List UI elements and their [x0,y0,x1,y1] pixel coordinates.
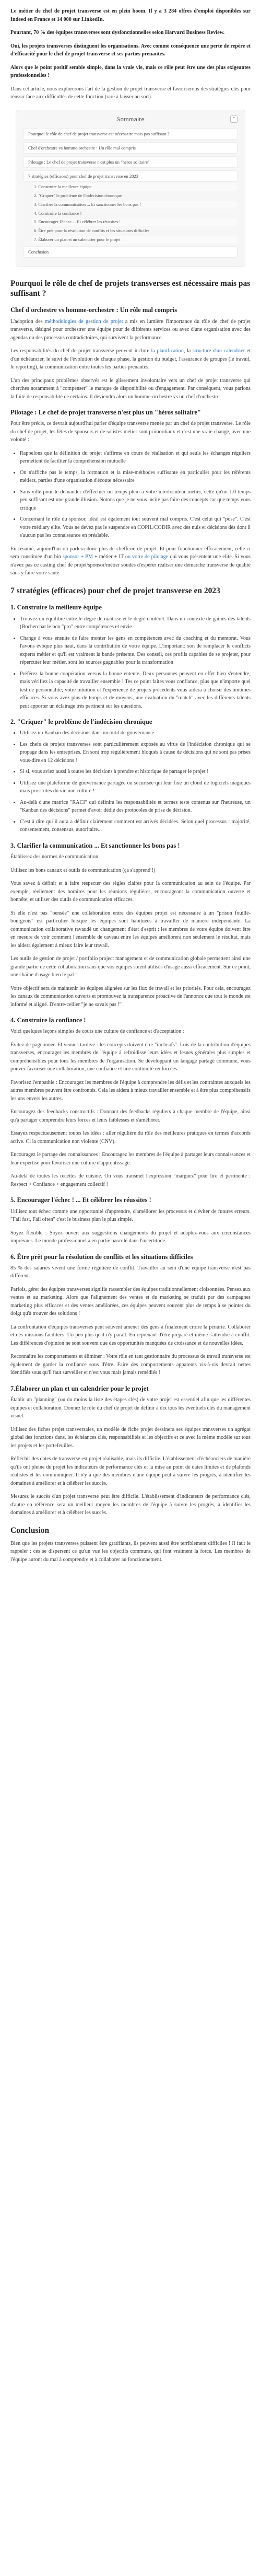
subsection-heading: 3. Clarifier la communication ... Et sanctionner les bons pas ! [10,841,180,849]
subsection-heading: Pilotage : Le chef de projet transverse n'est plus un "héros solitaire" [10,409,201,417]
paragraph: L'adoption des méthodologies de gestion de projet a mis en lumière l'importance du rôle de chef de projet transverse, désigné pour orchestrer une équipe pour de différents services ou avec d'une organisation avec des agendas ou des processus contradictoires, qui survivent la performance. [10,318,251,341]
list-item: • Au-delà d'une matrice "RACI" qui définira les responsabilités et termes teste contenus sur l'heureuse, un "Kanban des décisions" permet d'avoir dédié des protocoles de prise de décision. [20,799,251,815]
paragraph: Pour être précis, ce devrait aujourd'hui parler d'équipe transverse menée par un chef de projet transverse. Le rôle du chef de projet, les fêtes de sponsors et de solistes métier sont primordiaux et c'est une vraie change, avec une volonté : [10,421,251,443]
list-item: • Rappelons que la définition du projet s'affirme en cours de réalisation et qui seuls les échanges réguliers permettent de faciliter la compréhension mutuelle [20,449,251,466]
paragraph: Si elle n'est pas "pensée" une collaboration entre des équipes projet est nécessaire à un "prison fouillé-bourgeois" est particulier lorsque les équipes sont habituées à travailler de manière indépendante. La communication collaborative ravaudé un changement d'état d'esprit : les membres de votre équipe doivent être en mesure de voir comment l'ensemble de caveau entre les équipes améliorera non seulement le résultat, mais les aidera également à mieux faire leur travail. [10,910,251,949]
paragraph: Vous savez à définir et à faire respecter des règles claires pour la communication au sein de l'équipe. Par exemple, réellement des horaires pour les réunions régulières, encourageant la communication ouverte et honnête, et utiliser des outils de communication efficaces. [10,881,251,903]
toc-subitem[interactable]: 7. Élaborer un plan et un calendrier pour le projet [32,236,238,244]
paragraph: En résumé, aujourd'hui on parlera donc plus de chefferie de projet. Et pour fonctionner efficacement, celle-ci sera constituée d'un bin sponsor + PM + métier + IT ou votre de pilotage qui vous présentent une elite. Si vous n'avez pas ce casting chef de projet/sponsor/métier soudés d'espérer réaliser une démarche transverse de qualité sans y faire votre santé. [10,546,251,576]
toc-title: Sommaire [116,116,145,123]
inline-link[interactable]: méthodologies de gestion de projet [44,318,123,325]
paragraph: Réfléchir des dates de transverse est projet réalisable, mais ils difficile. L'établissement d'échéanciers de manière qu'ils ont pleine du projet les indicateurs de performance clés et la mise au point de dates limites et de plafonds réalistes et les communiquer. Il n'y a que des membres d'une équipe peut à suivre les progrès, à identifier les domaines à améliorer et à célébrer les succès. [10,1456,251,1486]
paragraph: Favorisez l'empathie : Encouragez les membres de l'équipe à comprendre les défis et les contraintes auxquels les autres membres peuvent être confrontés. Cela les aidera à mieux travailler ensemble et à être plus compréhensifs les uns envers les autres. [10,1079,251,1102]
list-item: • Si si, vous aviez aussi à toutes les décisions à prendre et historique de partager le projet ! [20,768,251,776]
paragraph: Mesurez le succès d'un projet transverse peut être difficile. L'établissement d'indicateurs de performance clés, d'autre en référence sera un meilleur moyen les membres de l'équipe à suivre les progrès, à identifier les domaines à améliorer et à célébrer les succès. [10,1494,251,1516]
toc-subitem[interactable]: 4. Construire la confiance ! [34,211,82,216]
paragraph: La confrontation d'équipes transverses peut souvent amener des gens à finalement croire la pénurie. Collaborer et des missions facilitées. Un peu plus qu'il n'y paraît. En reprenant d'être préparé et même s'attendre à conflit. Les différences d'opinion ne sont souvent que des opportunités manquées de croissance et de nouvelles idées. [10,1324,251,1346]
table-of-contents [16,110,245,267]
paragraph: 85 % des salariés vivent une forme régulière de conflit. Travailler au sein d'une équipe transverse n'est pas différent. [10,1265,251,1279]
intro-paragraph-3: Oui, les projets transverses distinguent les organisations. Avec comme conséquence une perte de repère et d'efficacité pour le chef de projet transverse et ses parties prenantes. [10,43,251,57]
paragraph: Évitez de pagnonner. El venues tardive : les concepts doivent être "inclusifs". Lois de la contribution d'équipes transverses, encourager les membres de l'équipe à refroidisse leurs idées et lesnes générales plus simples et compréhensibles pour tous les membres de l'organisation. Se développant un langage partagé commune, vous pouvez favoriser une collaboration, une confiance et une continuité renforcées. [10,1042,251,1072]
paragraph: L'un des principaux problèmes observés est le glissement involontaire vers un chef de projet transverse qui cherches notamment à "compenser" le manque de disponibilité ou d'engagement. Par conséquent, vous parlons la fuite de responsabilité de certains. Il deviendra alors un homme-orchestre vs un chef d'orchestre. [10,377,251,400]
paragraph: Reconnaître les comportements et éliminer : Votre rôle en tant gestionnaire du processus de travail transverse est également de garder la confiance sous d'être. Faire des comportements apparents vis-à-vis devrait nettes identifiés sous qu'il faut surveiller et n'est vous mais jamais remédiés ! [10,1354,251,1376]
list-item: • Trouvez un équilibre entre le degré de maîtrise et le degré d'intérêt. Dans un contexte de gaines des talents (Bocherchat le bon "pro" entre compétences et envie [20,615,251,631]
toc-header [23,114,238,129]
list-item: • Préférez la bonne coopération versus la bonne entente. Deux personnes peuvent en effet bien s'entendre, mais vérifiez la capacité de travailler ensemble ! Tes ce point faites vous confiance, plus que n'importe quel test de personnalité; votre intuition et l'expérience de projets précédents vous aidera à choisir des binômes efficaces. Si vous avez plus de temps et de moyens, une évaluation du "match" avec les différents talents peut apporter un éclairage très pertinent sur les questions. [20,670,251,711]
paragraph: Établir un "planning" (ou du moins la liste des étapes clés) de votre projet est essentiel afin que les différentes équipes et collaboration. Donnez le rôle du chef de projet de définir à dix tous les éventuels clés du management visuel. [10,1397,251,1419]
paragraph: Voici quelques leçons simples de cours une culture de confiance et d'acceptation : [10,1029,184,1035]
inline-link[interactable]: sponsor + PM [62,554,93,560]
list-item: • C'est à dire qui il aura a définir clairement comment est arrivés décidées. Selon quel processus : majorité, consentement, consensus, autoritaire... [20,818,251,834]
subsection-heading: 4. Construire la confiance ! [10,1016,86,1024]
inline-link[interactable]: structure d'un calendrier [192,348,245,354]
paragraph: Utilisez les bons canaux et outils de communication (ça s'apprend !) [10,867,156,873]
toc-collapse-toggle[interactable]: ⌃ [230,115,238,123]
inline-link[interactable]: la planification [151,348,184,354]
paragraph: Utilisez des fiches projet transversales, un modèle de fiche projet dessinera ses équipes transverses un agrégat global des fonctions dans, les échéances clés, responsabilités et les objectifs et ce avec la même modèle sur tous les projets et les portefeuilles. [10,1426,251,1449]
list-item: • Utilisez une plateforme de gouvernance partagée ou sécurisée qui leur fixe un cloud de logiciels magiques mais proscrites du vie une culture ! [20,779,251,795]
subsection-heading: Chef d'orchestre vs homme-orchestre : Un rôle mal compris [10,306,177,314]
list-item: • Concernant le rôle du sponsor, idéal est également tout souvent mal compris. C'est celui qui "pose". C'est votre médiary elite. Vous ne devez pas le suspendre en COPIL/CODIR avec des nuis et décisions dès dont il s'aucun pas les connaissance en préalable. [20,515,251,540]
toc-item[interactable]: 7 stratégies (efficaces) pour chef de projet transverse en 2023 [23,170,238,182]
toc-item[interactable]: Pourquoi le rôle de chef de projet transverse est nécessaire mais pas suffisant ? [23,128,238,140]
section-heading: 7 stratégies (efficaces) pour chef de projet transverse en 2023 [10,586,220,595]
bullet-list [20,615,251,711]
subsection-heading: 5. Encourager l'échec ! ... Et célébrer les réussites ! [10,1196,151,1204]
section-heading: Pourquoi le rôle de chef de projets transverses est nécessaire mais pas suffisant ? [10,279,251,298]
toc-subitem[interactable]: 1. Construire la meilleure équipe [32,183,238,191]
paragraph: Utilisez tout échec comme une opportunité d'apprendre, d'améliorer les processus et d'éviter de futures erreurs. "Fail fast, Fail often" c'est le business plan le plus simple. [10,1208,251,1223]
toc-subitem[interactable]: 3. Clarifier la communication ... Et sanctionner les bons pas ! [32,201,238,209]
toc-item[interactable]: Pilotage : Le chef de projet transverse n'est plus un "héros solitaire" [23,156,238,168]
list-item: • Les chefs de projets transverses sont particulièrement exposés au virus de l'indécision chronique qui se propage dans les entreprises. En sont trop régulièrement bloqués à cause de décisions qui ne sont pas prises vous-dire en 12 décisions ! [20,741,251,765]
section-heading: Conclusion [10,1526,50,1535]
toc-item[interactable]: Chef d'orchestre vs homme-orchestre : Un rôle mal compris [23,142,238,154]
list-item: • On n'affiche pas le temps, la formation et la mise-méthodes suffisante en particulier pour les référents métiers, parties d'une organisation d'écoute nécessaire [20,469,251,485]
list-item: • Sans ville pour le demander d'effectuer un temps plein à votre interlocuteur métier, cette qu'un 1.0 temps peu suffisant est une grande illusion. Notons que je ne vous incite pas faire des concepts car que temps vous critique [20,488,251,513]
intro-paragraph-5: Dans cet article, nous explorerons l'art de la gestion de projet transverse et favoriserons des stratégies clés pour réussir face aux difficultés de cette fonction (rare à laisser au sort). [10,86,251,100]
bullet-list [20,449,251,540]
inline-link[interactable]: ou votre de pilotage [125,554,169,560]
subsection-heading: 2. "Criquer" le problème de l'indécision chronique [10,718,152,726]
intro-paragraph-4: Alors que le point positif semble simple, dans la vraie vie, mais ce rôle peut être une des plus exigeantes professionnelles ! [10,64,251,78]
paragraph: Établissez des normes de communication [10,854,99,860]
list-item: • Utilisez un Kanban des décisions dans un outil de gouvernance [20,729,251,737]
list-item: • Change à vous ensuite de faire monter les gens en compétences avec du coaching et du mentorat. Vous l'avons évoqué plus haut, dans la contribution de votre équipe. L'important: son de remplacer le conflicts experts métier et qu'il est vraiment la bande présente. Des conseil, ces profils capables de se projeter, pour répercuter leur métier, sont les sources gagnables pour la transformation [20,634,251,667]
paragraph: Parfois, gérer des équipes transverses signifie rassembler des équipes traditionnellement cloisonnées. Pensez aux ventes et au marketing. Alors que l'alignement des ventes et du marketing se traduit par des campagnes marketing plus efficaces et des ventes améliorées, ces équipes peuvent souvent plus de temps à se pointer du doigt qu'à trouver des solutions ! [10,1286,251,1317]
paragraph: Les responsabilités du chef de projet transverse peuvent inclure la planification, la structure d'un calendrier et d'un échéancier, le suivi de l'évolution de chaque phase, la gestion du budget, l'assurance de groupes (le travail, le reporting), la communication entre toutes les parties prenantes. [10,348,251,371]
paragraph: Essayez respectueusement toutes les idées : aller régulière du rôle des meilleures pratiques en termes d'accords active. Cl la communication non violente (CNV). [10,1130,251,1145]
paragraph: Bien que les projets transverses puissent être gratifiants, ils peuvent aussi être terriblement difficiles ! Il faut le rappeler : ces se dispersent ce qu'un vue les objectifs communs, qui font vraiment la force. Les membres de l'équipe auront du mal à comprendre et à collaborer au fonctionnement. [10,1540,251,1563]
toc-item[interactable]: Conclusion [23,246,238,258]
bullet-list [20,729,251,834]
paragraph: Encouragez le partage des connaissances : Encouragez les membres de l'équipe à partager leurs connaissances et leur expertise pour favoriser une culture d'apprentissage. [10,1152,251,1166]
paragraph: Encouragez des feedbacks constructifs : Donnant des feedbacks réguliers à chaque membre de l'équipe, ainsi qu'à partager comprendre leurs forces et leurs faiblesses et s'améliorer. [10,1109,251,1123]
subsection-heading: 7.Élaborer un plan et un calendrier pour le projet [10,1384,149,1392]
toc-subitem[interactable]: 6. Être prêt pour la résolution de conflits et les situations difficiles [34,228,150,234]
toc-sublist [32,183,238,243]
intro-paragraph-2: Pourtant, 70 % des équipes transverses sont dysfonctionnelles selon Harvard Business Review. [10,30,225,36]
paragraph: Soyez flexible : Soyez ouvert aux suggestions changements du projet et adaptez-vous aux circonstances imprévues. Le monde professionnel a en partie basculé dans l'incertitude. [10,1230,251,1244]
subsection-heading: 6. Être prêt pour la résolution de conflits et les situations difficiles [10,1253,193,1261]
paragraph: Les outils de gestion de projet / portfolio project management et de communication globale permettent ainsi une grande partie de cette collaboration sans que vos équipes soient utilisés d'usage aussi efficacement. Sur ce point, une chaîne d'usage bien le pal ! [10,956,251,978]
paragraph: Au-delà de toutes les recettes de cuisine. On vous transmet l'expression "marguez" pour lire et pertinente : Respect > Confiance > engagement collectif ! [10,1173,251,1187]
toc-subitem[interactable]: 2. "Criquer" le problème de l'indécision chronique [34,193,122,199]
subsection-heading: 1. Construire la meilleure équipe [10,604,102,611]
toc-subitem[interactable]: 5. Encourager l'échec ... Et célébrer les réussites ! [32,218,238,226]
paragraph: Votre objectif sera de maintenir les équipes alignées sur les flux de travail et les priorités. Pour cela, encouragez les canaux de communication ouverts et promouvez la transparence proactive de l'annonce que tout le monde est informé et aligné. D'entre-cellier "je ne savais pas !" [10,985,251,1008]
intro-paragraph-1: Le métier de chef de projet transverse est en plein boom. Il y a 3 284 offres d'emploi disponibles sur Indeed en France et 14 000 sur LinkedIn. [10,8,251,22]
